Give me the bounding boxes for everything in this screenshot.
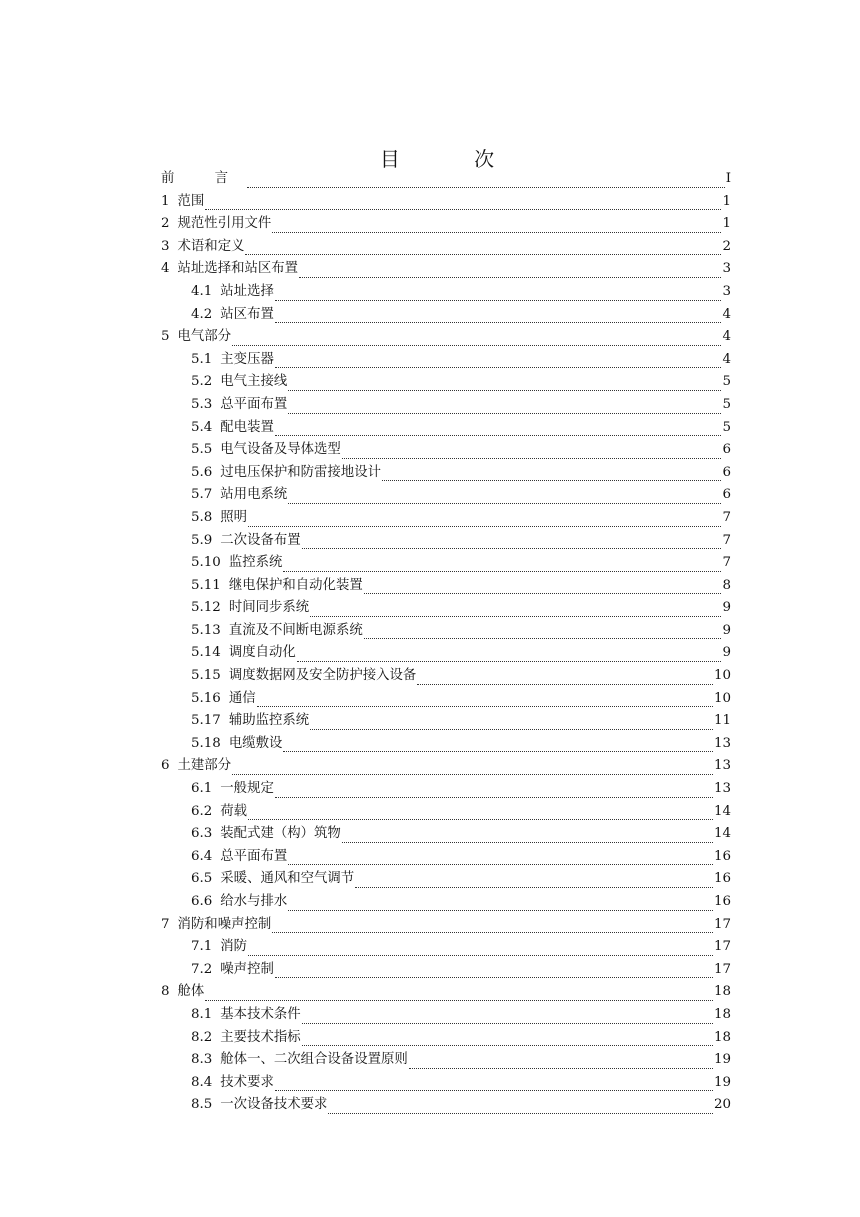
toc-entry-text: [161, 914, 271, 937]
toc-entry-page-number: 1: [722, 216, 731, 232]
toc-entry-text: [191, 394, 287, 417]
toc-entry-text: [191, 959, 274, 982]
toc-entry-number: 6.4: [191, 848, 213, 864]
toc-entry[interactable]: [161, 642, 731, 665]
toc-entry-label: 辅助监控系统: [228, 713, 310, 729]
dot-leader: [275, 1089, 713, 1091]
toc-entry-text: [191, 597, 309, 620]
toc-entry[interactable]: [161, 846, 731, 869]
dot-leader: [342, 457, 722, 459]
toc-entry-text: [191, 733, 282, 756]
toc-entry[interactable]: [161, 507, 731, 530]
toc-entry-label: 采暖、通风和空气调节: [220, 871, 355, 887]
toc-entry-text: [161, 981, 204, 1004]
toc-entry-page-number: 20: [713, 1097, 731, 1113]
toc-entry-number: 8.5: [191, 1097, 213, 1113]
toc-entry[interactable]: [161, 801, 731, 824]
toc-entry[interactable]: [161, 710, 731, 733]
toc-entry-text: [161, 168, 246, 191]
toc-entry-text: [191, 507, 247, 530]
toc-entry-label: 直流及不间断电源系统: [228, 622, 363, 638]
toc-entry-number: 5.18: [191, 735, 221, 751]
toc-entry[interactable]: [161, 755, 731, 778]
toc-entry-text: [191, 304, 274, 327]
toc-entry-label: 通信: [228, 690, 256, 706]
toc-entry-label: 站址选择和站区布置: [177, 261, 299, 277]
toc-entry-number: 5.8: [191, 509, 213, 525]
toc-entry-number: 6.6: [191, 894, 213, 909]
toc-entry[interactable]: [161, 439, 731, 462]
toc-entry-page-number: 16: [713, 871, 731, 887]
toc-entry-text: [191, 642, 296, 665]
toc-entry-label: 站用电系统: [220, 487, 288, 503]
toc-entry[interactable]: [161, 959, 731, 982]
toc-entry-text: [161, 258, 298, 281]
toc-entry[interactable]: [161, 394, 731, 417]
toc-entry-text: [191, 1027, 301, 1050]
toc-entry-text: [161, 755, 231, 778]
toc-entry-number: 5.3: [191, 396, 213, 412]
toc-entry-number: 6: [161, 758, 170, 774]
toc-entry-label: 消防: [220, 939, 248, 955]
toc-entry[interactable]: [161, 462, 731, 485]
toc-entry-page-number: 9: [722, 622, 731, 638]
dot-leader: [288, 412, 721, 414]
dot-leader: [283, 750, 713, 752]
toc-entry[interactable]: [161, 326, 731, 349]
toc-entry-page-number: 17: [713, 939, 731, 955]
dot-leader: [232, 773, 713, 775]
toc-entry-number: 5.2: [191, 374, 213, 390]
toc-entry-page-number: 10: [713, 690, 731, 706]
toc-entry-text: [191, 349, 274, 372]
toc-entry-page-number: 9: [722, 600, 731, 616]
toc-entry-page-number: 16: [713, 894, 731, 909]
toc-entry-text: [191, 891, 287, 914]
toc-entry-page-number: 13: [713, 781, 731, 797]
toc-entry[interactable]: [161, 778, 731, 801]
toc-entry-page-number: 8: [722, 577, 731, 593]
toc-entry-page-number: 18: [713, 984, 731, 1000]
toc-entry[interactable]: [161, 191, 731, 214]
toc-entry-label: 站址选择: [220, 283, 274, 299]
dot-leader: [248, 818, 713, 820]
dot-leader: [382, 479, 721, 481]
toc-entry-number: 3: [161, 238, 170, 254]
toc-entry-text: [191, 801, 247, 824]
toc-entry-page-number: 5: [722, 419, 731, 435]
toc-entry-text: [191, 552, 282, 575]
dot-leader: [302, 1044, 713, 1046]
toc-entry-label: 站区布置: [220, 306, 274, 322]
toc-entry-page-number: 7: [722, 509, 731, 525]
toc-entry[interactable]: [161, 891, 731, 914]
toc-entry-text: [161, 191, 204, 214]
dot-leader: [283, 570, 721, 572]
toc-entry[interactable]: [161, 688, 731, 711]
dot-leader: [297, 660, 722, 662]
toc-entry-text: [191, 868, 354, 891]
toc-entry[interactable]: [161, 1004, 731, 1027]
dot-leader: [417, 683, 713, 685]
toc-entry-text: [191, 1072, 274, 1095]
toc-entry-page-number: 3: [722, 261, 731, 277]
toc-entry-number: 5.1: [191, 351, 213, 367]
toc-entry-label: 配电装置: [220, 419, 274, 435]
toc-entry[interactable]: [161, 552, 731, 575]
dot-leader: [275, 366, 722, 368]
toc-entry-number: 5.14: [191, 645, 221, 661]
toc-entry[interactable]: [161, 417, 731, 440]
toc-entry[interactable]: [161, 575, 731, 598]
toc-entry-label: 消防和噪声控制: [177, 916, 272, 932]
toc-entry[interactable]: [161, 371, 731, 394]
toc-entry-text: [191, 575, 363, 598]
toc-entry-label: 舱体一、二次组合设备设置原则: [220, 1052, 408, 1068]
dot-leader: [272, 231, 721, 233]
toc-entry-page-number: 5: [722, 374, 731, 390]
toc-entry[interactable]: [161, 236, 731, 259]
toc-entry-page-number: 18: [713, 1006, 731, 1022]
toc-entry-text: [191, 620, 363, 643]
toc-entry-label: 主要技术指标: [220, 1029, 301, 1045]
toc-entry-label: 电气部分: [177, 329, 232, 345]
toc-entry-text: [191, 823, 341, 846]
toc-entry[interactable]: [161, 868, 731, 891]
toc-entry-label: 噪声控制: [220, 961, 274, 977]
toc-entry[interactable]: [161, 981, 731, 1004]
toc-entry-label: 电缆敷设: [228, 735, 283, 751]
dot-leader: [302, 547, 722, 549]
toc-entry-text: [161, 213, 271, 236]
toc-entry[interactable]: [161, 823, 731, 846]
toc-entry[interactable]: [161, 1094, 731, 1117]
toc-entry-number: 7.2: [191, 961, 213, 977]
toc-entry-number: 8.1: [191, 1006, 213, 1022]
toc-entry-label: 规范性引用文件: [177, 216, 272, 232]
toc-entry-page-number: 6: [722, 487, 731, 503]
toc-entry[interactable]: [161, 665, 731, 688]
dot-leader: [310, 615, 721, 617]
dot-leader: [272, 931, 713, 933]
dot-leader: [364, 637, 722, 639]
toc-entry-number: 8: [161, 984, 170, 1000]
toc-entry-number: 5.15: [191, 668, 221, 684]
toc-entry-label: 时间同步系统: [228, 600, 310, 616]
dot-leader: [205, 208, 721, 210]
dot-leader: [288, 502, 721, 504]
toc-entry-label: 给水与排水: [220, 894, 288, 909]
dot-leader: [205, 999, 713, 1001]
toc-entry-number: 6.3: [191, 826, 213, 842]
toc-entry-page-number: 7: [722, 532, 731, 548]
toc-entry-page-number: 11: [713, 713, 731, 729]
toc-entry-page-number: 19: [713, 1052, 731, 1068]
toc-entry-number: 4: [161, 261, 170, 277]
toc-entry-number: 5.9: [191, 532, 213, 548]
toc-entry-number: 8.4: [191, 1074, 213, 1090]
toc-entry[interactable]: [161, 168, 731, 191]
toc-entry-page-number: 7: [722, 555, 731, 571]
toc-entry-number: 5.16: [191, 690, 221, 706]
toc-entry[interactable]: [161, 620, 731, 643]
toc-entry-label: 调度数据网及安全防护接入设备: [228, 668, 417, 684]
dot-leader: [275, 976, 713, 978]
toc-entry[interactable]: [161, 936, 731, 959]
toc-entry-page-number: 10: [713, 668, 731, 684]
toc-entry-label: 技术要求: [220, 1074, 274, 1090]
toc-entry-page-number: 16: [713, 848, 731, 864]
toc-entry-page-number: 2: [722, 238, 731, 254]
toc-entry-page-number: 19: [713, 1074, 731, 1090]
toc-entry-number: 5.12: [191, 600, 221, 616]
toc-entry-page-number: 14: [713, 826, 731, 842]
toc-entry-text: [191, 1094, 327, 1117]
dot-leader: [275, 299, 722, 301]
toc-entry-label: 一次设备技术要求: [220, 1097, 328, 1113]
dot-leader: [232, 344, 721, 346]
toc-entry-label: 过电压保护和防雷接地设计: [220, 464, 381, 480]
toc-entry-label: 电气主接线: [220, 374, 288, 390]
toc-entry-text: [191, 936, 247, 959]
dot-leader: [275, 434, 722, 436]
toc-entry[interactable]: [161, 349, 731, 372]
toc-entry-label: 照明: [220, 509, 248, 525]
dot-leader: [288, 389, 721, 391]
toc-entry-number: 5.7: [191, 487, 213, 503]
toc-entry-label: 范围: [177, 193, 205, 209]
toc-entry-number: 5.17: [191, 713, 221, 729]
toc-entry-text: [191, 439, 341, 462]
toc-entry-page-number: 5: [722, 396, 731, 412]
toc-entry-text: [191, 462, 381, 485]
toc-entry-number: 5.11: [191, 577, 221, 593]
toc-title: 目 次: [379, 147, 529, 172]
toc-entry-number: 5.10: [191, 555, 221, 571]
toc-entry-label: 装配式建（构）筑物: [220, 826, 341, 842]
toc-entry-text: [191, 1049, 408, 1072]
toc-entry-number: 6.1: [191, 781, 213, 797]
toc-entry-text: [191, 778, 274, 801]
toc-entry-label: 土建部分: [177, 758, 232, 774]
toc-entry-label: 一般规定: [220, 781, 274, 797]
toc-entry-page-number: 13: [713, 735, 731, 751]
toc-entry[interactable]: [161, 914, 731, 937]
toc-entry-number: 5.5: [191, 442, 213, 458]
toc-entry-label: 舱体: [177, 984, 205, 1000]
dot-leader: [342, 841, 713, 843]
toc-entry-number: 2: [161, 216, 170, 232]
toc-entry-page-number: 4: [722, 351, 731, 367]
toc-entry-text: [161, 236, 244, 259]
toc-entry-page-number: 6: [722, 464, 731, 480]
toc-entry-page-number: 3: [722, 283, 731, 299]
toc-entry-page-number: 14: [713, 803, 731, 819]
dot-leader: [364, 592, 722, 594]
toc-entry[interactable]: [161, 733, 731, 756]
toc-entry-number: 8.2: [191, 1029, 213, 1045]
toc-entry-label: 前 言: [161, 171, 247, 186]
toc-entry-label: 总平面布置: [220, 848, 288, 864]
toc-entry[interactable]: [161, 484, 731, 507]
dot-leader: [355, 886, 713, 888]
toc-entry-text: [161, 326, 231, 349]
toc-entry-number: 5: [161, 329, 170, 345]
toc-entry-page-number: I: [725, 171, 731, 186]
toc-entry-text: [191, 665, 416, 688]
toc-entry-text: [191, 530, 301, 553]
toc-entry-text: [191, 484, 287, 507]
toc-entry-page-number: 6: [722, 442, 731, 458]
toc-entry-text: [191, 1004, 301, 1027]
dot-leader: [248, 525, 721, 527]
toc-entry[interactable]: [161, 530, 731, 553]
toc-entry-number: 6.5: [191, 871, 213, 887]
toc-entry-label: 荷载: [220, 803, 248, 819]
toc-entry-number: 1: [161, 193, 170, 209]
toc-entry-page-number: 13: [713, 758, 731, 774]
dot-leader: [275, 796, 713, 798]
dot-leader: [288, 909, 713, 911]
toc-entry[interactable]: [161, 1049, 731, 1072]
dot-leader: [275, 321, 722, 323]
toc-entry-text: [191, 281, 274, 304]
toc-entry[interactable]: [161, 258, 731, 281]
toc-entry-label: 监控系统: [228, 555, 283, 571]
toc-entry-text: [191, 371, 287, 394]
dot-leader: [302, 1022, 713, 1024]
toc-entry[interactable]: [161, 1027, 731, 1050]
dot-leader: [247, 186, 725, 188]
toc-entry-page-number: 4: [722, 306, 731, 322]
toc-entry-page-number: 18: [713, 1029, 731, 1045]
toc-entry-number: 7: [161, 916, 170, 932]
toc-entry-label: 二次设备布置: [220, 532, 301, 548]
dot-leader: [245, 253, 721, 255]
toc-entry-number: 4.1: [191, 283, 213, 299]
toc-entry-label: 主变压器: [220, 351, 274, 367]
toc-entry-page-number: 4: [722, 329, 731, 345]
toc-entry-text: [191, 846, 287, 869]
toc-entry-text: [191, 417, 274, 440]
toc-entry-page-number: 9: [722, 645, 731, 661]
toc-entry-label: 基本技术条件: [220, 1006, 301, 1022]
dot-leader: [248, 954, 713, 956]
dot-leader: [299, 276, 721, 278]
toc-entry-number: 5.6: [191, 464, 213, 480]
toc-entry-number: 5.13: [191, 622, 221, 638]
dot-leader: [288, 863, 713, 865]
toc-entry[interactable]: [161, 597, 731, 620]
toc-entry[interactable]: [161, 213, 731, 236]
toc-entry-number: 5.4: [191, 419, 213, 435]
dot-leader: [257, 705, 713, 707]
toc-entry-label: 术语和定义: [177, 238, 245, 254]
dot-leader: [328, 1112, 713, 1114]
toc-entry-page-number: 1: [722, 193, 731, 209]
toc-entry-number: 4.2: [191, 306, 213, 322]
toc-entry-text: [191, 710, 309, 733]
toc-entry[interactable]: [161, 1072, 731, 1095]
toc-entry-label: 继电保护和自动化装置: [228, 577, 363, 593]
toc-entry-text: [191, 688, 256, 711]
toc-entry-label: 总平面布置: [220, 396, 288, 412]
toc-entry-label: 电气设备及导体选型: [220, 442, 341, 458]
toc-entry-page-number: 17: [713, 916, 731, 932]
toc-entry-number: 7.1: [191, 939, 213, 955]
toc-entry[interactable]: [161, 281, 731, 304]
toc-entry-number: 6.2: [191, 803, 213, 819]
toc-entry-label: 调度自动化: [228, 645, 296, 661]
toc-list: [161, 168, 731, 1117]
toc-entry-number: 8.3: [191, 1052, 213, 1068]
dot-leader: [409, 1067, 713, 1069]
toc-entry[interactable]: [161, 304, 731, 327]
dot-leader: [310, 728, 713, 730]
toc-entry-page-number: 17: [713, 961, 731, 977]
